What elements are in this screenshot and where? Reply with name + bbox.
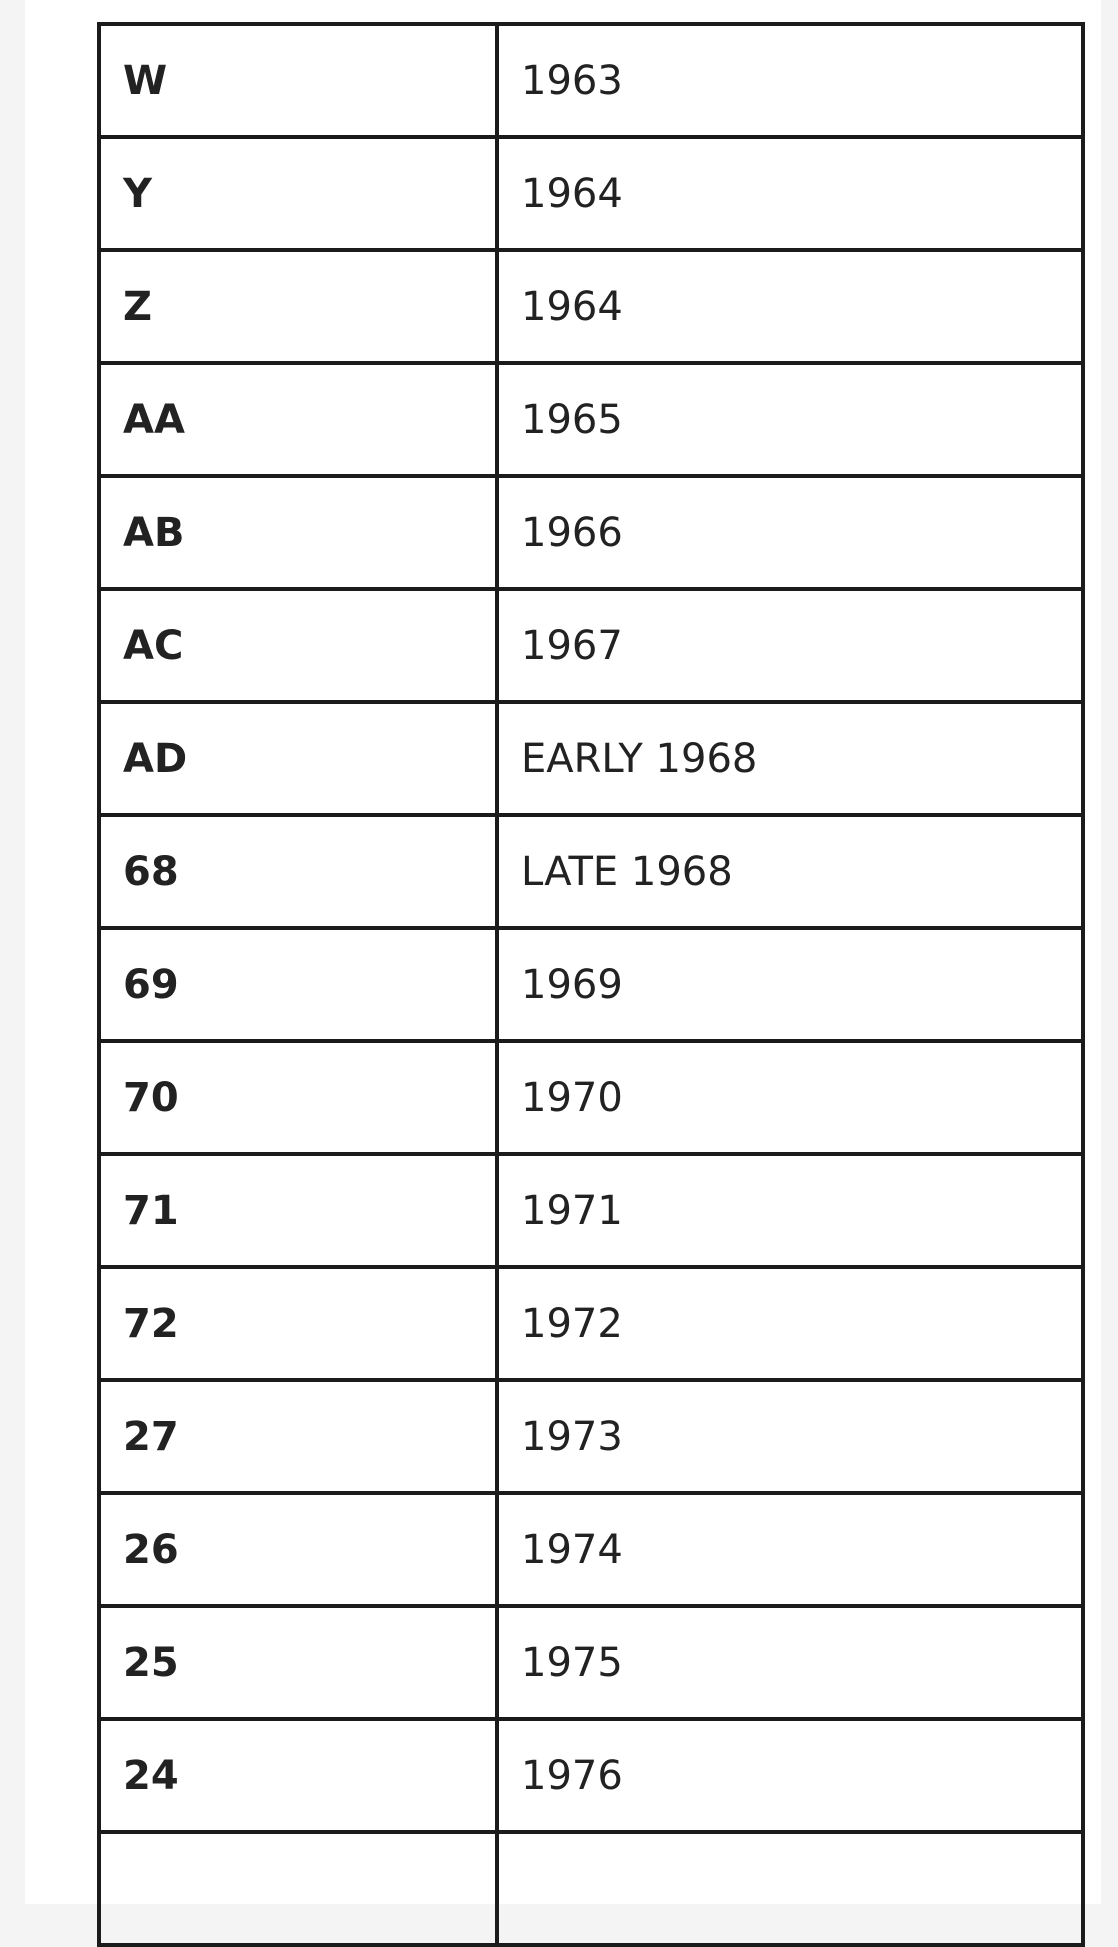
year-cell: 1972 bbox=[497, 1267, 1083, 1380]
table-row bbox=[99, 1719, 1083, 1832]
code-cell: 24 bbox=[99, 1719, 497, 1832]
code-cell: 25 bbox=[99, 1606, 497, 1719]
code-cell: AB bbox=[99, 476, 497, 589]
code-cell: AC bbox=[99, 589, 497, 702]
year-cell: 1966 bbox=[497, 476, 1083, 589]
year-cell: 1967 bbox=[497, 589, 1083, 702]
table-row bbox=[99, 137, 1083, 250]
code-cell: 26 bbox=[99, 1493, 497, 1606]
table-row bbox=[99, 24, 1083, 137]
year-cell: 1975 bbox=[497, 1606, 1083, 1719]
code-cell: 27 bbox=[99, 1380, 497, 1493]
code-cell: W bbox=[99, 24, 497, 137]
year-cell: 1965 bbox=[497, 363, 1083, 476]
year-cell: EARLY 1968 bbox=[497, 702, 1083, 815]
year-cell: 1974 bbox=[497, 1493, 1083, 1606]
year-cell: 1964 bbox=[497, 250, 1083, 363]
table-row bbox=[99, 1154, 1083, 1267]
table-row bbox=[99, 702, 1083, 815]
code-cell: AA bbox=[99, 363, 497, 476]
table-row bbox=[99, 589, 1083, 702]
table-row bbox=[99, 1832, 1083, 1945]
year-cell: 1973 bbox=[497, 1380, 1083, 1493]
code-cell: Z bbox=[99, 250, 497, 363]
table-row bbox=[99, 363, 1083, 476]
table-row bbox=[99, 1267, 1083, 1380]
year-cell: 1976 bbox=[497, 1719, 1083, 1832]
code-cell: Y bbox=[99, 137, 497, 250]
code-cell bbox=[99, 1832, 497, 1945]
table-row bbox=[99, 476, 1083, 589]
table-row bbox=[99, 250, 1083, 363]
year-cell: 1970 bbox=[497, 1041, 1083, 1154]
code-cell: AD bbox=[99, 702, 497, 815]
year-cell: 1971 bbox=[497, 1154, 1083, 1267]
table-row bbox=[99, 1041, 1083, 1154]
year-cell: 1963 bbox=[497, 24, 1083, 137]
table-row bbox=[99, 815, 1083, 928]
code-cell: 71 bbox=[99, 1154, 497, 1267]
table-row bbox=[99, 1606, 1083, 1719]
code-cell: 70 bbox=[99, 1041, 497, 1154]
date-code-table bbox=[97, 22, 1085, 1947]
code-cell: 68 bbox=[99, 815, 497, 928]
page-content bbox=[25, 0, 1101, 1904]
year-cell: 1969 bbox=[497, 928, 1083, 1041]
year-cell: LATE 1968 bbox=[497, 815, 1083, 928]
table-row bbox=[99, 1493, 1083, 1606]
year-cell bbox=[497, 1832, 1083, 1945]
code-cell: 69 bbox=[99, 928, 497, 1041]
table-row bbox=[99, 928, 1083, 1041]
year-cell: 1964 bbox=[497, 137, 1083, 250]
code-cell: 72 bbox=[99, 1267, 497, 1380]
table-row bbox=[99, 1380, 1083, 1493]
table-body bbox=[99, 24, 1083, 1945]
